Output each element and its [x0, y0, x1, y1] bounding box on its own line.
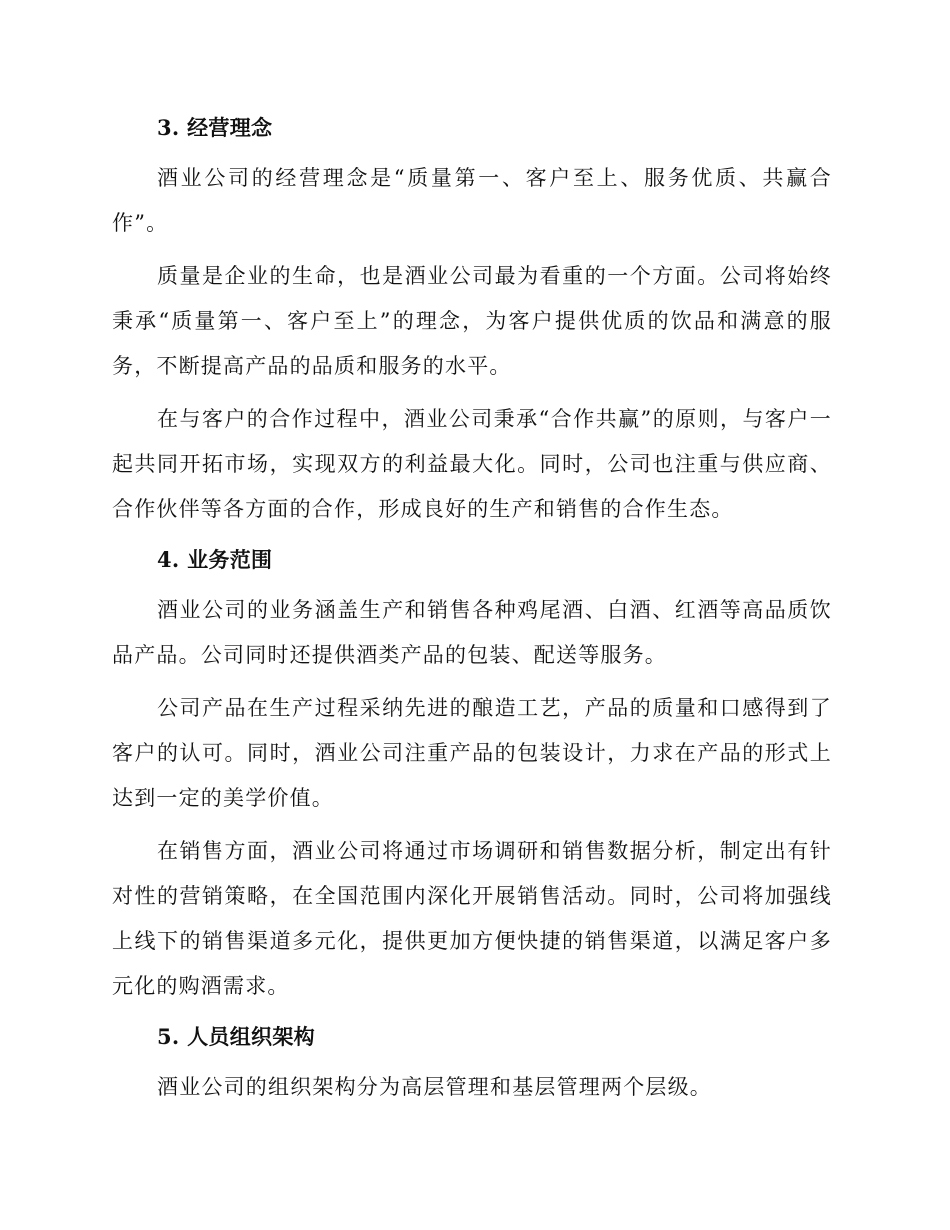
paragraph: 在与客户的合作过程中，酒业公司秉承“合作共赢”的原则，与客户一起共同开拓市场，实现双方的利益最大化。同时，公司也注重与供应商、合作伙伴等各方面的合作，形成良好的生产和销售的合作生态。	[112, 407, 832, 521]
paragraph: 酒业公司的经营理念是“质量第一、客户至上、服务优质、共赢合作”。	[112, 166, 832, 235]
section-org-structure	[112, 1017, 832, 1110]
section-heading: 3. 经营理念	[157, 115, 273, 140]
document-page	[112, 108, 832, 1118]
paragraph: 公司产品在生产过程采纳先进的酿造工艺，产品的质量和口感得到了客户的认可。同时，酒业公司注重产品的包装设计，力求在产品的形式上达到一定的美学价值。	[112, 696, 832, 810]
paragraph: 在销售方面，酒业公司将通过市场调研和销售数据分析，制定出有针对性的营销策略，在全国范围内深化开展销售活动。同时，公司将加强线上线下的销售渠道多元化，提供更加方便快捷的销售渠道，以满足客户多元化的购酒需求。	[112, 839, 832, 998]
section-business-scope	[112, 540, 832, 1009]
section-heading: 5. 人员组织架构	[157, 1024, 315, 1049]
paragraph: 酒业公司的组织架构分为高层管理和基层管理两个层级。	[157, 1075, 712, 1099]
paragraph: 酒业公司的业务涵盖生产和销售各种鸡尾酒、白酒、红酒等高品质饮品产品。公司同时还提供酒类产品的包装、配送等服务。	[112, 598, 832, 667]
section-business-philosophy	[112, 108, 832, 532]
paragraph: 质量是企业的生命，也是酒业公司最为看重的一个方面。公司将始终秉承“质量第一、客户至上”的理念，为客户提供优质的饮品和满意的服务，不断提高产品的品质和服务的水平。	[112, 264, 832, 378]
section-heading: 4. 业务范围	[157, 547, 273, 572]
